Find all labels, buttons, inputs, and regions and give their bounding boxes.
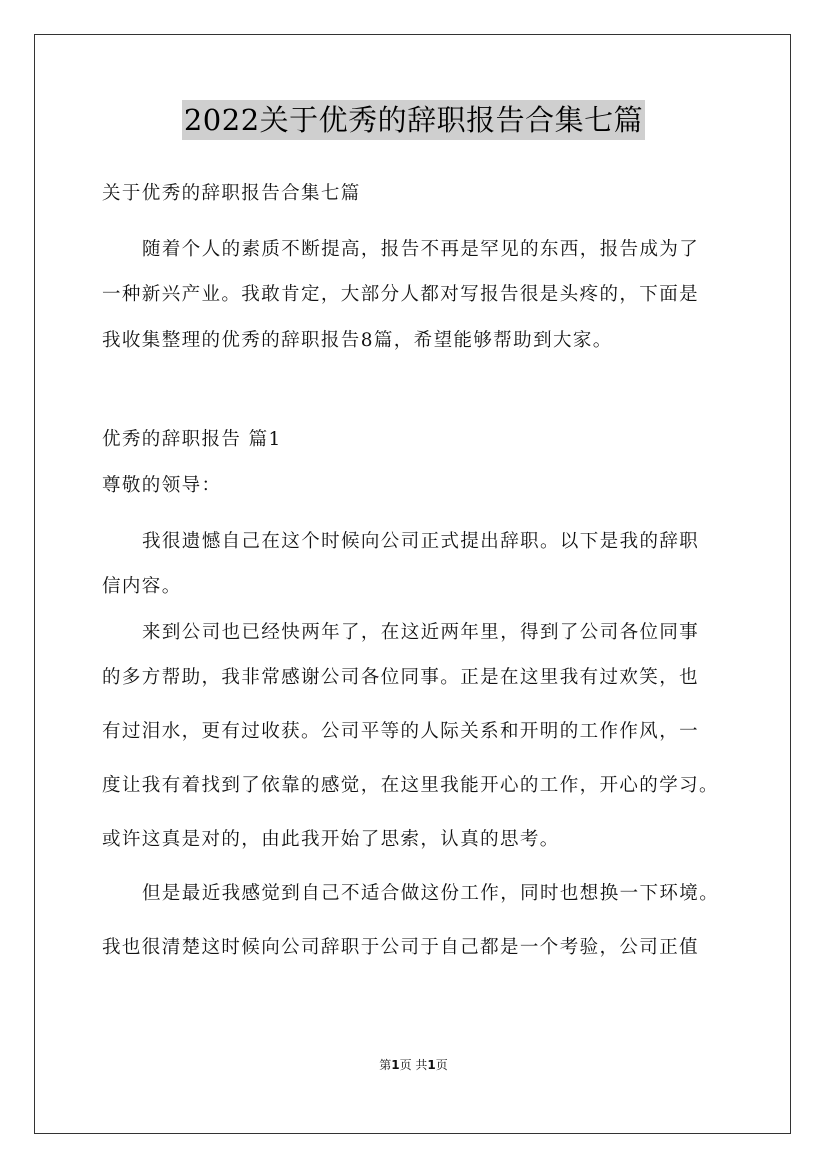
paragraph-line: 我很遗憾自己在这个时候向公司正式提出辞职。以下是我的辞职: [142, 531, 700, 552]
salutation: 尊敬的领导：: [102, 475, 222, 496]
page-prefix: 第: [379, 1058, 392, 1072]
paragraph-line: 信内容。: [102, 576, 182, 597]
document-title: 2022关于优秀的辞职报告合集七篇: [182, 100, 645, 140]
paragraph-line: 但是最近我感觉到自己不适合做这份工作，同时也想换一下环境。: [142, 883, 720, 904]
document-body: [102, 175, 742, 975]
page-footer: [0, 1056, 827, 1073]
title-container: [0, 100, 827, 140]
intro-line: 我收集整理的优秀的辞职报告8篇，希望能够帮助到大家。: [102, 330, 613, 351]
paragraph-line: 的多方帮助，我非常感谢公司各位同事。正是在这里我有过欢笑，也: [102, 667, 700, 688]
page-total: 1: [427, 1058, 436, 1072]
page-suffix: 页: [435, 1058, 448, 1072]
intro-line: 随着个人的素质不断提高，报告不再是罕见的东西，报告成为了: [142, 239, 700, 260]
paragraph-line: 或许这真是对的，由此我开始了思索，认真的思考。: [102, 829, 560, 850]
section-heading: 优秀的辞职报告 篇1: [102, 429, 282, 450]
paragraph-line: 来到公司也已经快两年了，在这近两年里，得到了公司各位同事: [142, 622, 700, 643]
paragraph-line: 度让我有着找到了依靠的感觉，在这里我能开心的工作，开心的学习。: [102, 775, 719, 796]
paragraph-line: 有过泪水，更有过收获。公司平等的人际关系和开明的工作作风，一: [102, 721, 700, 742]
document-subtitle: 关于优秀的辞职报告合集七篇: [102, 183, 361, 204]
page-current: 1: [391, 1058, 400, 1072]
intro-line: 一种新兴产业。我敢肯定，大部分人都对写报告很是头疼的，下面是: [102, 284, 700, 305]
paragraph-line: 我也很清楚这时候向公司辞职于公司于自己都是一个考验，公司正值: [102, 937, 700, 958]
page-mid: 页 共: [399, 1058, 428, 1072]
